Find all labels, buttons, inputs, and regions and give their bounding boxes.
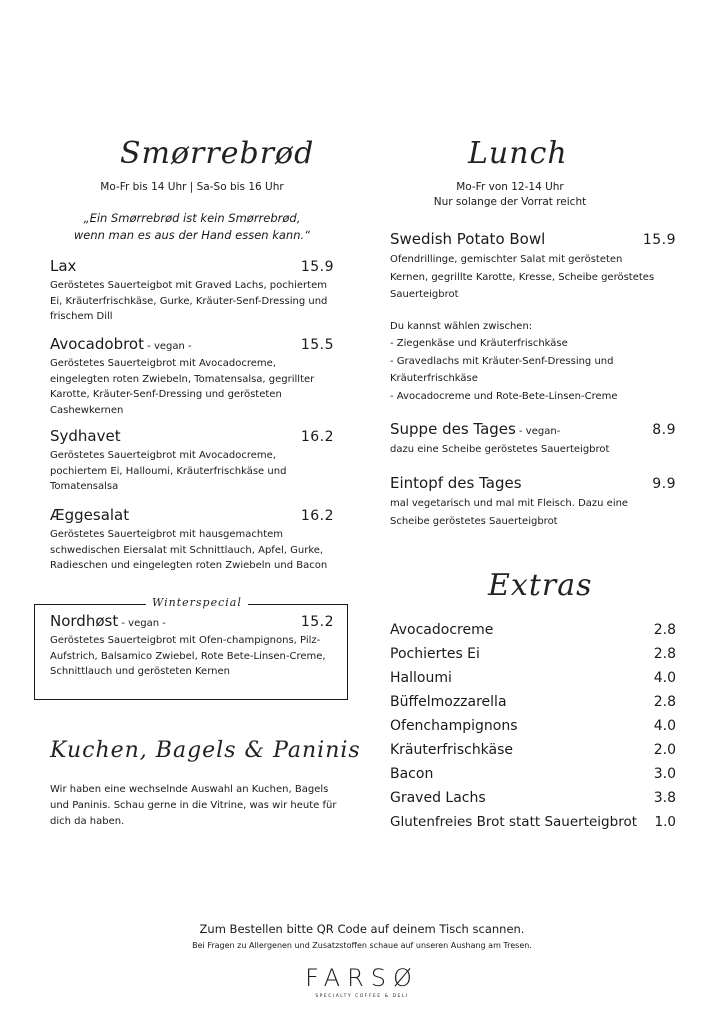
extra-row bbox=[390, 642, 676, 666]
item-price: 9.9 bbox=[652, 476, 676, 492]
extra-row bbox=[390, 786, 676, 810]
extra-row bbox=[390, 690, 676, 714]
extra-price: 2.8 bbox=[653, 694, 676, 710]
extra-price: 3.8 bbox=[653, 790, 676, 806]
item-price: 15.2 bbox=[300, 614, 334, 630]
kuchen-title: Kuchen, Bagels & Paninis bbox=[50, 738, 361, 763]
item-desc: mal vegetarisch und mal mit Fleisch. Dazu eine Scheibe geröstetes Sauerteigbrot bbox=[390, 498, 629, 527]
farso-logo: FARSØ bbox=[305, 964, 419, 992]
smorrebrod-title: Smørrebrød bbox=[120, 136, 315, 171]
extra-price: 2.8 bbox=[653, 646, 676, 662]
menu-item-potato-bowl bbox=[390, 230, 676, 405]
lunch-note: Nur solange der Vorrat reicht bbox=[433, 196, 587, 208]
smorrebrod-quote bbox=[50, 210, 334, 244]
footer-allergen-note: Bei Fragen zu Allergenen und Zusatzstoffen schaue auf unseren Aushang am Tresen. bbox=[192, 941, 532, 950]
extra-name: Glutenfreies Brot statt Sauerteigbrot bbox=[390, 814, 638, 830]
bowl-choose: Du kannst wählen zwischen: bbox=[390, 320, 533, 332]
menu-item-soup bbox=[390, 420, 676, 459]
item-desc: Geröstetes Sauerteigbrot mit Avocadocreme, eingelegten roten Zwiebeln, Tomatensalsa, gegrillter Karotte, Kräuter-Senf-Dressing und gerösteten Cashewkernen bbox=[50, 358, 315, 416]
farso-logo-subtitle: SPECIALTY COFFEE & DELI bbox=[315, 994, 409, 999]
item-name: Suppe des Tages bbox=[390, 420, 516, 438]
winter-special-label: Winterspecial bbox=[146, 596, 248, 609]
item-name: Lax bbox=[50, 257, 77, 275]
extra-name: Bacon bbox=[390, 766, 434, 782]
extra-price: 4.0 bbox=[653, 718, 676, 734]
item-name: Swedish Potato Bowl bbox=[390, 230, 546, 248]
extra-price: 2.0 bbox=[653, 742, 676, 758]
extra-name: Halloumi bbox=[390, 670, 452, 686]
extra-price: 2.8 bbox=[653, 622, 676, 638]
kuchen-desc: Wir haben eine wechselnde Auswahl an Kuchen, Bagels und Paninis. Schau gerne in die Vitrine, was wir heute für dich da haben. bbox=[50, 784, 337, 827]
extra-name: Kräuterfrischkäse bbox=[390, 742, 514, 758]
vegan-tag: - vegan- bbox=[515, 426, 561, 437]
item-desc: Geröstetes Sauerteigbrot mit Avocadocreme, pochiertem Ei, Halloumi, Kräuterfrischkäse und Tomatensalsa bbox=[50, 450, 287, 492]
extra-row bbox=[390, 666, 676, 690]
quote-line-2: wenn man es aus der Hand essen kann.“ bbox=[73, 228, 311, 242]
lunch-title: Lunch bbox=[468, 136, 568, 171]
item-name: Avocadobrot bbox=[50, 335, 144, 353]
smorrebrod-hours: Mo-Fr bis 14 Uhr | Sa-So bis 16 Uhr bbox=[100, 181, 284, 193]
menu-item-lax bbox=[50, 257, 334, 325]
item-desc: Geröstetes Sauerteigbot mit Graved Lachs, pochiertem Ei, Kräuterfrischkäse, Gurke, Kräuter-Senf-Dressing und frischem Dill bbox=[50, 280, 328, 322]
footer-order-note: Zum Bestellen bitte QR Code auf deinem Tisch scannen. bbox=[199, 922, 525, 936]
lunch-info bbox=[390, 180, 630, 210]
item-price: 15.9 bbox=[642, 232, 676, 248]
item-name: Eintopf des Tages bbox=[390, 474, 522, 492]
extra-row bbox=[390, 618, 676, 642]
vegan-tag: - vegan - bbox=[118, 618, 166, 629]
menu-item-stew bbox=[390, 474, 676, 530]
item-name: Æggesalat bbox=[50, 506, 130, 524]
extra-name: Avocadocreme bbox=[390, 622, 494, 638]
extra-name: Graved Lachs bbox=[390, 790, 486, 806]
extra-name: Pochiertes Ei bbox=[390, 646, 480, 662]
item-desc: Geröstetes Sauerteigbrot mit hausgemachtem schwedischen Eiersalat mit Schnittlauch, Apfel, Gurke, Radieschen und eingelegten roten Zwiebeln und Bacon bbox=[50, 529, 328, 571]
bowl-option: - Avocadocreme und Rote-Bete-Linsen-Creme bbox=[390, 390, 618, 402]
extra-name: Ofenchampignons bbox=[390, 718, 518, 734]
item-price: 16.2 bbox=[300, 508, 334, 524]
item-desc: Geröstetes Sauerteigbrot mit Ofen-champignons, Pilz-Aufstrich, Balsamico Zwiebel, Rote Bete-Linsen-Creme, Schnittlauch und gerösteten Kernen bbox=[50, 635, 326, 677]
extra-name: Büffelmozzarella bbox=[390, 694, 507, 710]
extra-price: 3.0 bbox=[653, 766, 676, 782]
item-desc: Ofendrillinge, gemischter Salat mit gerösteten Kernen, gegrillte Karotte, Kresse, Scheibe geröstetes Sauerteigbrot bbox=[390, 254, 655, 300]
item-price: 15.9 bbox=[300, 259, 334, 275]
item-name: Sydhavet bbox=[50, 427, 121, 445]
extra-price: 4.0 bbox=[653, 670, 676, 686]
item-desc: dazu eine Scheibe geröstetes Sauerteigbrot bbox=[390, 444, 610, 455]
vegan-tag: - vegan - bbox=[144, 341, 192, 352]
item-name: Nordhøst bbox=[50, 612, 119, 630]
extra-price: 1.0 bbox=[654, 814, 676, 830]
extra-row bbox=[390, 810, 676, 834]
extra-row bbox=[390, 714, 676, 738]
item-price: 8.9 bbox=[652, 422, 676, 438]
lunch-hours: Mo-Fr von 12-14 Uhr bbox=[456, 181, 564, 193]
item-price: 16.2 bbox=[300, 429, 334, 445]
bowl-option: - Gravedlachs mit Kräuter-Senf-Dressing und Kräuterfrischkäse bbox=[390, 355, 614, 384]
menu-item-aeggesalat bbox=[50, 506, 334, 574]
extras-title: Extras bbox=[488, 568, 593, 603]
quote-line-1: „Ein Smørrebrød ist kein Smørrebrød, bbox=[83, 211, 301, 225]
menu-item-sydhavet bbox=[50, 427, 334, 495]
extra-row bbox=[390, 738, 676, 762]
item-price: 15.5 bbox=[300, 337, 334, 353]
extra-row bbox=[390, 762, 676, 786]
extras-list bbox=[390, 618, 676, 834]
menu-item-avocadobrot bbox=[50, 335, 334, 418]
menu-item-nordhost bbox=[50, 612, 334, 680]
bowl-option: - Ziegenkäse und Kräuterfrischkäse bbox=[390, 338, 568, 349]
